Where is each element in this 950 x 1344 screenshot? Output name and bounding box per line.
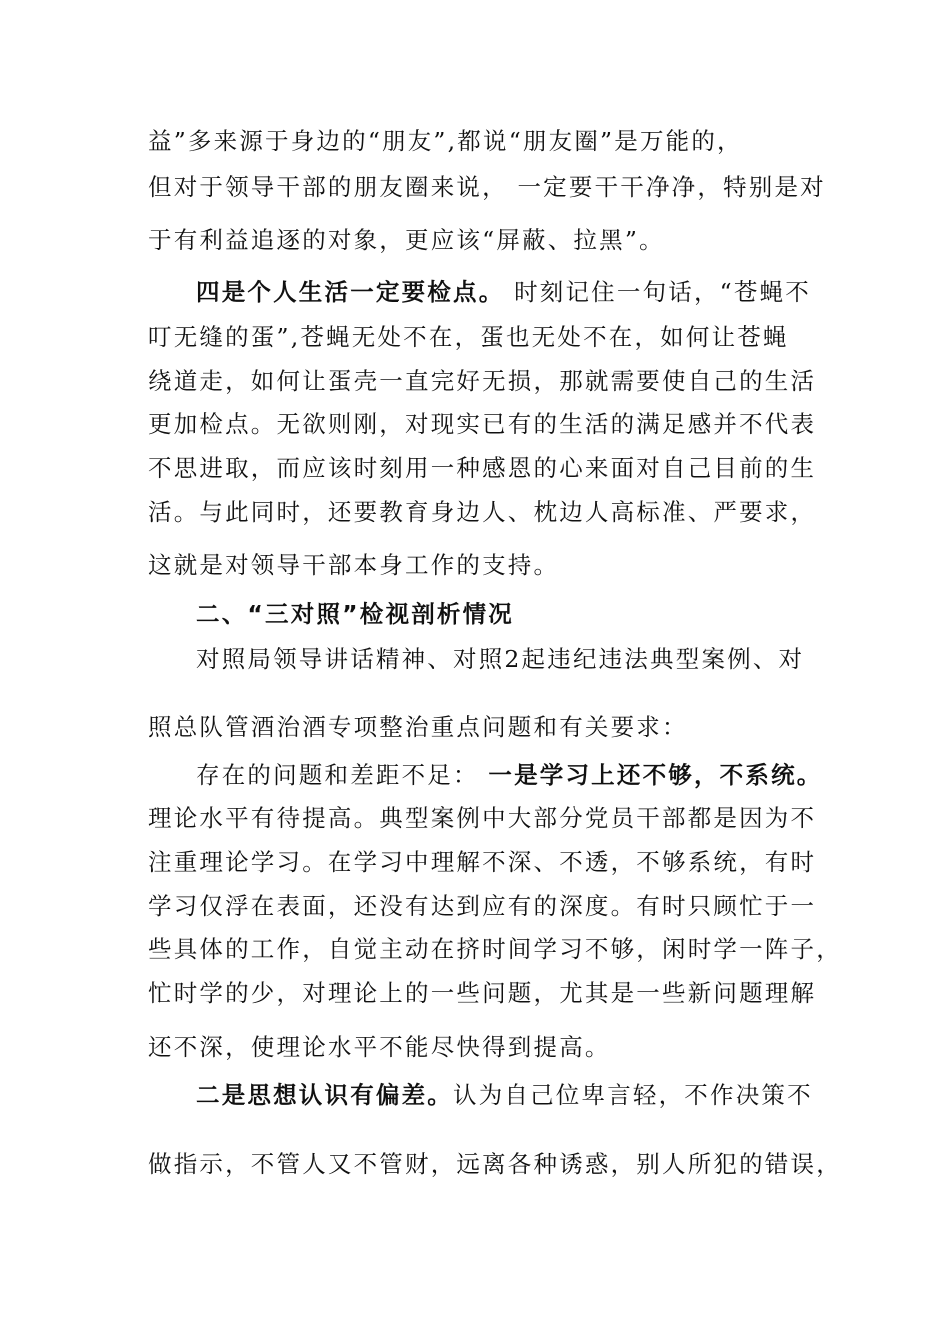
text-line: 学习仅浮在表面，还没有达到应有的深度。有时只顾忙于一 [148,892,817,920]
point-two-title: 二是思想认识有偏差。 [196,1081,453,1109]
text-line: 些具体的工作，自觉主动在挤时间学习不够，闲时学一阵子， [148,935,842,963]
text-line: 忙时学的少，对理论上的一些问题，尤其是一些新问题理解 [148,979,817,1007]
point-four-text: 时刻记住一句话，“苍蝇不 [504,278,811,306]
text-line: 更加检点。无欲则刚，对现实已有的生活的满足感并不代表 [148,410,817,438]
text-line: 这就是对领导干部本身工作的支持。 [148,551,560,579]
text-line: 理论水平有待提高。典型案例中大部分党员干部都是因为不 [148,804,817,832]
text-line: 叮无缝的蛋”,苍蝇无处不在，蛋也无处不在，如何让苍蝇 [148,323,789,351]
text-line: 对照局领导讲话精神、对照2起违纪违法典型案例、对 [196,645,805,673]
text-line: 活。与此同时，还要教育身边人、枕边人高标准、严要求， [148,498,817,526]
point-one-title: 一是学习上还不够，不系统。 [488,761,823,789]
paragraph-four-first-line [196,275,876,309]
text-line: 益”多来源于身边的“朋友”,都说“朋友圈”是万能的， [148,127,743,155]
text-line: 注重理论学习。在学习中理解不深、不透，不够系统，有时 [148,848,817,876]
text-line: 照总队管酒治酒专项整治重点问题和有关要求： [148,713,688,741]
text-line: 还不深，使理论水平不能尽快得到提高。 [148,1033,611,1061]
section-heading: 二、“三对照”检视剖析情况 [196,600,514,628]
text-line: 但对于领导干部的朋友圈来说， 一定要干干净净，特别是对 [148,173,826,201]
text-line: 于有利益追逐的对象，更应该“屏蔽、拉黑”。 [148,226,665,254]
paragraph-two-first-line [196,1078,876,1112]
text-line: 不思进取，而应该时刻用一种感恩的心来面对自己目前的生 [148,454,817,482]
text-line: 做指示，不管人又不管财，远离各种诱惑，别人所犯的错误， [148,1150,842,1178]
problems-intro-text: 存在的问题和差距不足： [196,761,489,789]
text-line: 绕道走，如何让蛋壳一直完好无损，那就需要使自己的生活 [148,367,817,395]
point-four-title: 四是个人生活一定要检点。 [196,278,505,306]
point-two-text: 认为自己位卑言轻，不作决策不 [453,1081,813,1109]
problems-intro-line [196,758,876,792]
